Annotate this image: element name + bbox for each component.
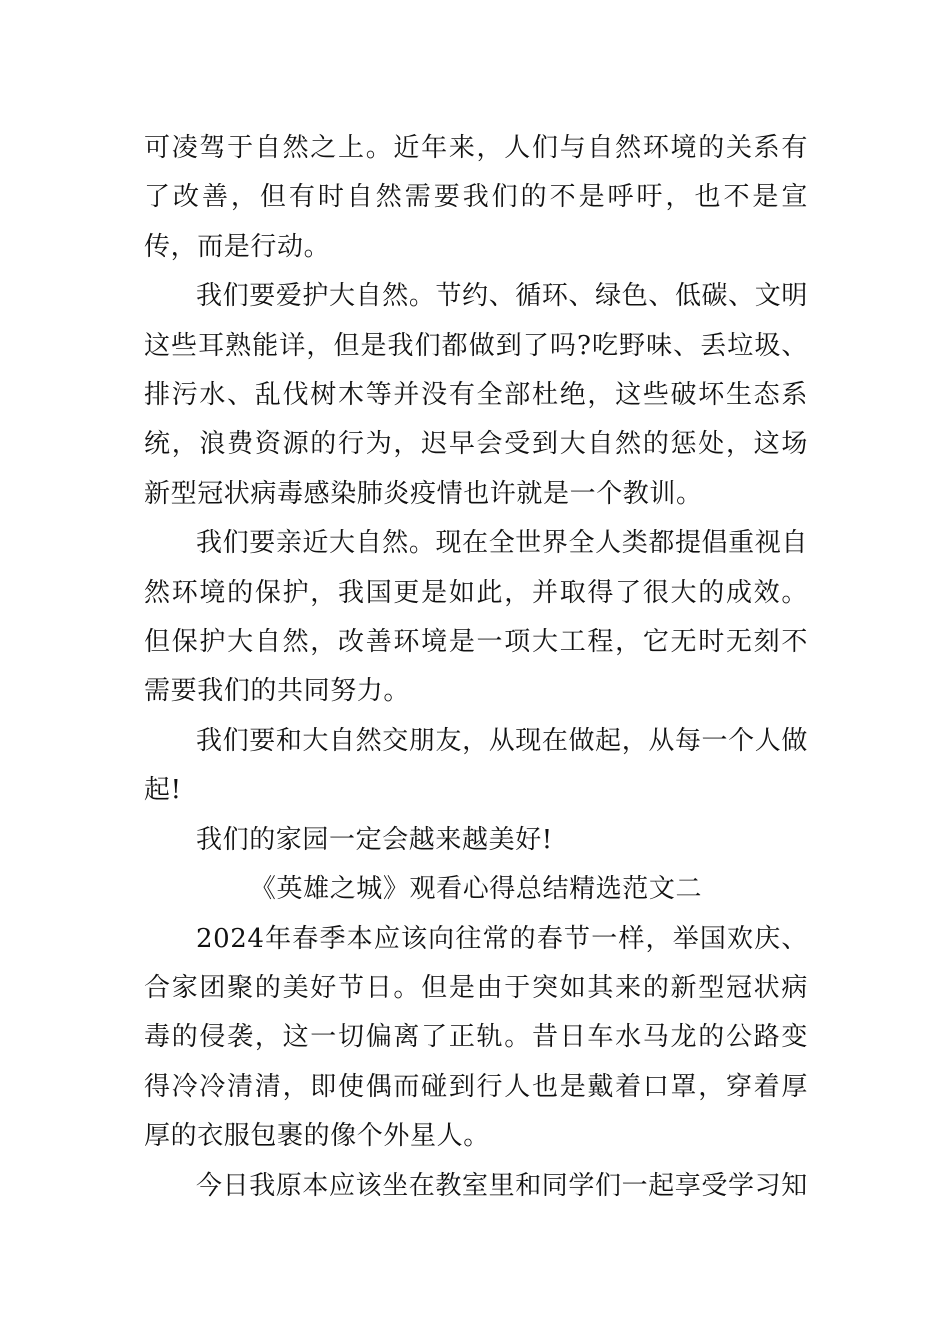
paragraph-today-classroom: 今日我原本应该坐在教室里和同学们一起享受学习知 bbox=[196, 1170, 808, 1201]
paragraph-home-better: 我们的家园一定会越来越美好! bbox=[196, 824, 553, 855]
paragraph-spring-2024: 2024年春季本应该向往常的春节一样，举国欢庆、合家团聚的美好节日。但是由于突如其来的新型冠状病毒的侵袭，这一切偏离了正轨。昔日车水马龙的公路变得冷冷清清，即使偶而碰到行人也是戴着口罩，穿着厚厚的衣服包裹的像个外星人。 bbox=[144, 923, 808, 1152]
section-heading: 《英雄之城》观看心得总结精选范文二 bbox=[249, 874, 703, 905]
paragraph-befriend-nature: 我们要和大自然交朋友，从现在做起，从每一个人做起! bbox=[144, 725, 808, 806]
paragraph-continued: 可凌驾于自然之上。近年来，人们与自然环境的关系有了改善，但有时自然需要我们的不是呼吁，也不是宣传，而是行动。 bbox=[144, 133, 808, 262]
document-body bbox=[144, 124, 808, 1211]
paragraph-approach-nature: 我们要亲近大自然。现在全世界全人类都提倡重视自然环境的保护，我国更是如此，并取得了很大的成效。但保护大自然，改善环境是一项大工程，它无时无刻不需要我们的共同努力。 bbox=[144, 528, 808, 707]
paragraph-protect-nature: 我们要爱护大自然。节约、循环、绿色、低碳、文明这些耳熟能详，但是我们都做到了吗?吃野味、丢垃圾、排污水、乱伐树木等并没有全部杜绝，这些破坏生态系统，浪费资源的行为，迟早会受到大自然的惩处，这场新型冠状病毒感染肺炎疫情也许就是一个教训。 bbox=[144, 281, 808, 509]
